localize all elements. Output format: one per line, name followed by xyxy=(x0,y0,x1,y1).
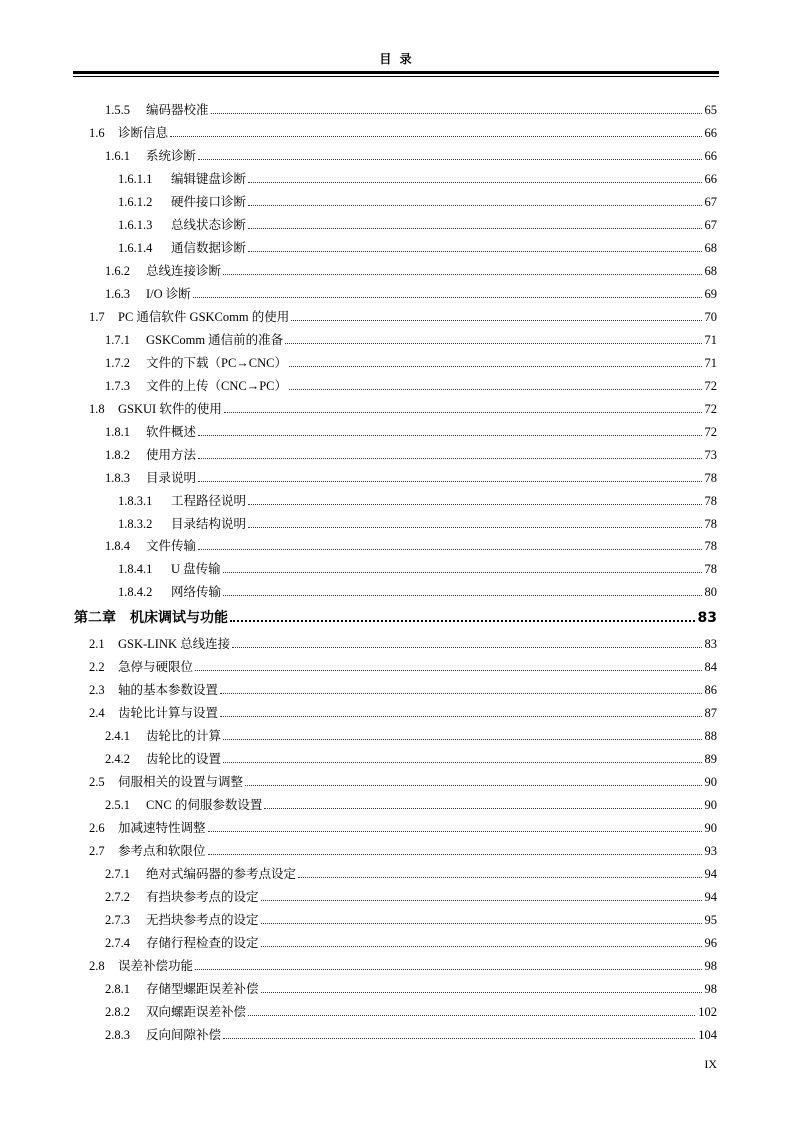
toc-entry-title: GSK-LINK 总线连接 xyxy=(118,637,231,651)
toc-entry-title: 反向间隙补偿 xyxy=(146,1028,222,1042)
toc-entry[interactable] xyxy=(0,304,793,324)
toc-entry-title: 工程路径说明 xyxy=(171,494,247,508)
toc-entry[interactable] xyxy=(0,700,793,720)
toc-entry-title: 参考点和软限位 xyxy=(118,844,206,858)
toc-entry[interactable] xyxy=(0,281,793,301)
toc-entry-page: 78 xyxy=(704,517,717,531)
toc-dot-leader xyxy=(289,366,702,367)
toc-entry[interactable] xyxy=(0,861,793,881)
toc-entry[interactable] xyxy=(0,976,793,996)
toc-entry-number: 1.8.3 xyxy=(105,471,130,485)
toc-entry-number: 1.6.1.4 xyxy=(118,241,153,255)
toc-entry[interactable] xyxy=(0,1022,793,1042)
toc-entry[interactable] xyxy=(0,97,793,117)
toc-entry[interactable] xyxy=(0,907,793,927)
toc-entry-number: 1.6.2 xyxy=(105,264,130,278)
toc-entry[interactable] xyxy=(0,930,793,950)
toc-entry-page: 65 xyxy=(704,103,717,117)
toc-entry-number: 1.7.3 xyxy=(105,379,130,393)
toc-entry-number: 2.6 xyxy=(89,821,105,835)
toc-entry[interactable] xyxy=(0,884,793,904)
toc-entry[interactable] xyxy=(0,792,793,812)
toc-entry[interactable] xyxy=(0,838,793,858)
toc-dot-leader xyxy=(261,923,702,924)
toc-entry-title: 使用方法 xyxy=(146,448,197,462)
toc-entry-page: 87 xyxy=(704,706,717,720)
toc-entry-number: 2.4.1 xyxy=(105,729,130,743)
toc-entry-number: 1.8.3.2 xyxy=(118,517,153,531)
toc-entry-page: 96 xyxy=(704,936,717,950)
toc-dot-leader xyxy=(198,435,701,436)
toc-entry-title: 轴的基本参数设置 xyxy=(118,683,219,697)
toc-entry-title: 存储型螺距误差补偿 xyxy=(146,982,259,996)
toc-entry-title: 存储行程检查的设定 xyxy=(146,936,259,950)
toc-entry-number: 1.5.5 xyxy=(105,103,130,117)
toc-dot-leader xyxy=(298,877,701,878)
toc-entry-title: GSKComm 通信前的准备 xyxy=(146,333,284,347)
toc-entry[interactable] xyxy=(0,556,793,576)
toc-dot-leader xyxy=(248,251,701,252)
page-header-title: 目 录 xyxy=(379,52,414,66)
toc-dot-leader xyxy=(264,808,701,809)
toc-entry-page: 80 xyxy=(704,585,717,599)
toc-dot-leader xyxy=(289,389,702,390)
toc-entry-number: 2.4 xyxy=(89,706,105,720)
toc-entry-page: 84 xyxy=(704,660,717,674)
toc-entry[interactable] xyxy=(0,654,793,674)
toc-entry-page: 68 xyxy=(704,241,717,255)
toc-entry-number: 1.7.1 xyxy=(105,333,130,347)
toc-entry-page: 78 xyxy=(704,562,717,576)
toc-entry-page: 94 xyxy=(704,890,717,904)
toc-entry[interactable] xyxy=(0,419,793,439)
toc-entry-page: 68 xyxy=(704,264,717,278)
toc-entry-number: 2.8.3 xyxy=(105,1028,130,1042)
toc-entry-title: 通信数据诊断 xyxy=(171,241,247,255)
toc-entry-title: 总线连接诊断 xyxy=(146,264,222,278)
toc-entry-number: 1.8.3.1 xyxy=(118,494,153,508)
toc-entry-number: 2.7.4 xyxy=(105,936,130,950)
toc-entry[interactable] xyxy=(0,579,793,599)
toc-entry-page: 98 xyxy=(704,959,717,973)
toc-entry[interactable] xyxy=(0,999,793,1019)
toc-entry[interactable] xyxy=(0,677,793,697)
toc-entry[interactable] xyxy=(0,442,793,462)
toc-entry-page: 69 xyxy=(704,287,717,301)
toc-entry-page: 89 xyxy=(704,752,717,766)
toc-entry-page: 71 xyxy=(704,333,717,347)
toc-dot-leader xyxy=(208,854,702,855)
toc-entry[interactable] xyxy=(0,396,793,416)
toc-entry-title: U 盘传输 xyxy=(171,562,221,576)
toc-entry-page: 71 xyxy=(704,356,717,370)
toc-entry-title: 机床调试与功能 xyxy=(130,610,228,626)
toc-entry-title: 文件的上传（CNC→PC） xyxy=(146,379,287,393)
toc-dot-leader xyxy=(220,716,701,717)
toc-entry-page: 83 xyxy=(697,610,717,626)
toc-entry-title: I/O 诊断 xyxy=(146,287,191,301)
toc-entry[interactable] xyxy=(0,488,793,508)
toc-entry[interactable] xyxy=(0,723,793,743)
toc-entry-page: 72 xyxy=(704,425,717,439)
toc-entry[interactable] xyxy=(0,631,793,651)
toc-entry-title: 总线状态诊断 xyxy=(171,218,247,232)
toc-entry-number: 2.7.3 xyxy=(105,913,130,927)
footer-page-number: IX xyxy=(704,1057,717,1071)
toc-entry-number: 1.8 xyxy=(89,402,105,416)
toc-entry[interactable] xyxy=(0,465,793,485)
toc-entry-title: 无挡块参考点的设定 xyxy=(146,913,259,927)
toc-entry-title: 双向螺距误差补偿 xyxy=(146,1005,247,1019)
toc-entry-title: 软件概述 xyxy=(146,425,197,439)
toc-entry-page: 88 xyxy=(704,729,717,743)
toc-entry-number: 2.7 xyxy=(89,844,105,858)
toc-entry-number: 2.7.1 xyxy=(105,867,130,881)
toc-entry[interactable] xyxy=(0,189,793,209)
toc-entry[interactable] xyxy=(0,212,793,232)
toc-entry-number: 1.6 xyxy=(89,126,105,140)
toc-dot-leader xyxy=(223,1038,695,1039)
toc-entry-title: 加减速特性调整 xyxy=(118,821,206,835)
toc-entry-page: 98 xyxy=(704,982,717,996)
toc-entry[interactable] xyxy=(0,143,793,163)
toc-entry-number: 2.2 xyxy=(89,660,105,674)
toc-dot-leader xyxy=(224,412,702,413)
toc-entry-number: 1.6.1.2 xyxy=(118,195,153,209)
toc-entry-title: 目录结构说明 xyxy=(171,517,247,531)
toc-entry[interactable] xyxy=(0,258,793,278)
toc-entry-number: 2.8 xyxy=(89,959,105,973)
toc-entry-page: 72 xyxy=(704,402,717,416)
toc-entry-title: 文件传输 xyxy=(146,539,197,553)
toc-entry[interactable] xyxy=(0,769,793,789)
toc-entry-page: 66 xyxy=(704,126,717,140)
toc-entry-title: 诊断信息 xyxy=(118,126,169,140)
toc-entry-page: 72 xyxy=(704,379,717,393)
toc-entry-number: 2.8.2 xyxy=(105,1005,130,1019)
toc-dot-leader xyxy=(245,785,701,786)
toc-entry-page: 93 xyxy=(704,844,717,858)
toc-entry-page: 66 xyxy=(704,172,717,186)
toc-entry-page: 66 xyxy=(704,149,717,163)
toc-dot-leader xyxy=(223,762,701,763)
toc-dot-leader xyxy=(223,739,701,740)
toc-dot-leader xyxy=(195,969,701,970)
toc-entry-page: 90 xyxy=(704,798,717,812)
toc-entry-number: 1.8.4.2 xyxy=(118,585,153,599)
toc-dot-leader xyxy=(195,670,701,671)
toc-entry-title: 目录说明 xyxy=(146,471,197,485)
toc-chapter-entry[interactable] xyxy=(0,603,793,625)
toc-entry-number: 2.1 xyxy=(89,637,105,651)
toc-entry-number: 2.7.2 xyxy=(105,890,130,904)
toc-entry-title: 硬件接口诊断 xyxy=(171,195,247,209)
toc-entry-title: 齿轮比计算与设置 xyxy=(118,706,219,720)
toc-entry-page: 102 xyxy=(698,1005,717,1019)
toc-entry-number: 1.6.1.1 xyxy=(118,172,153,186)
toc-entry[interactable] xyxy=(0,953,793,973)
toc-dot-leader xyxy=(248,205,701,206)
toc-entry-page: 78 xyxy=(704,494,717,508)
toc-entry[interactable] xyxy=(0,373,793,393)
toc-entry-title: CNC 的伺服参数设置 xyxy=(146,798,263,812)
toc-entry-page: 67 xyxy=(704,195,717,209)
toc-entry-number: 2.3 xyxy=(89,683,105,697)
toc-dot-leader xyxy=(261,946,702,947)
toc-entry-page: 67 xyxy=(704,218,717,232)
toc-entry-title: GSKUI 软件的使用 xyxy=(118,402,222,416)
toc-dot-leader xyxy=(208,831,702,832)
toc-entry[interactable] xyxy=(0,511,793,531)
toc-entry-title: 编码器校准 xyxy=(146,103,209,117)
toc-entry-title: 文件的下载（PC→CNC） xyxy=(146,356,287,370)
toc-entry-number: 1.6.3 xyxy=(105,287,130,301)
toc-entry-page: 78 xyxy=(704,471,717,485)
toc-dot-leader xyxy=(230,620,695,622)
toc-entry[interactable] xyxy=(0,120,793,140)
toc-entry-number: 1.8.4 xyxy=(105,539,130,553)
toc-entry-title: 系统诊断 xyxy=(146,149,197,163)
header-rule-thin xyxy=(73,76,719,77)
toc-entry-page: 78 xyxy=(704,539,717,553)
toc-dot-leader xyxy=(248,527,701,528)
toc-dot-leader xyxy=(198,159,701,160)
toc-entry[interactable] xyxy=(0,235,793,255)
toc-entry-number: 1.8.2 xyxy=(105,448,130,462)
toc-entry-title: 伺服相关的设置与调整 xyxy=(118,775,244,789)
toc-dot-leader xyxy=(248,1015,695,1016)
toc-dot-leader xyxy=(220,693,701,694)
toc-entry-title: PC 通信软件 GSKComm 的使用 xyxy=(118,310,290,324)
toc-dot-leader xyxy=(223,595,701,596)
toc-entry-number: 2.5.1 xyxy=(105,798,130,812)
toc-entry[interactable] xyxy=(0,327,793,347)
toc-dot-leader xyxy=(211,113,702,114)
toc-entry-title: 有挡块参考点的设定 xyxy=(146,890,259,904)
toc-entry-page: 70 xyxy=(704,310,717,324)
toc-dot-leader xyxy=(291,320,701,321)
toc-entry-page: 73 xyxy=(704,448,717,462)
toc-entry-number: 1.7 xyxy=(89,310,105,324)
toc-entry-page: 90 xyxy=(704,775,717,789)
toc-entry-page: 90 xyxy=(704,821,717,835)
toc-entry-number: 2.8.1 xyxy=(105,982,130,996)
toc-dot-leader xyxy=(261,992,702,993)
toc-entry-number: 1.6.1.3 xyxy=(118,218,153,232)
toc-entry-page: 86 xyxy=(704,683,717,697)
toc-entry-number: 1.8.1 xyxy=(105,425,130,439)
toc-entry-page: 94 xyxy=(704,867,717,881)
toc-entry-title: 齿轮比的计算 xyxy=(146,729,222,743)
toc-dot-leader xyxy=(248,504,701,505)
toc-dot-leader xyxy=(248,182,701,183)
toc-entry-title: 编辑键盘诊断 xyxy=(171,172,247,186)
toc-entry[interactable] xyxy=(0,815,793,835)
toc-entry[interactable] xyxy=(0,746,793,766)
toc-dot-leader xyxy=(223,572,702,573)
toc-dot-leader xyxy=(198,549,701,550)
toc-entry-number: 2.5 xyxy=(89,775,105,789)
toc-entry-title: 误差补偿功能 xyxy=(118,959,194,973)
toc-dot-leader xyxy=(198,481,701,482)
toc-entry-number: 1.8.4.1 xyxy=(118,562,153,576)
toc-dot-leader xyxy=(223,274,701,275)
toc-dot-leader xyxy=(170,136,701,137)
toc-dot-leader xyxy=(285,343,701,344)
toc-dot-leader xyxy=(232,647,701,648)
toc-dot-leader xyxy=(248,228,701,229)
toc-entry-title: 急停与硬限位 xyxy=(118,660,194,674)
toc-dot-leader xyxy=(261,900,702,901)
toc-entry-number: 1.7.2 xyxy=(105,356,130,370)
toc-entry-number: 1.6.1 xyxy=(105,149,130,163)
toc-entry[interactable] xyxy=(0,166,793,186)
toc-entry[interactable] xyxy=(0,350,793,370)
header-rule-thick xyxy=(73,71,719,74)
toc-entry-number: 2.4.2 xyxy=(105,752,130,766)
toc-dot-leader xyxy=(193,297,702,298)
toc-entry-page: 104 xyxy=(698,1028,717,1042)
toc-entry-page: 83 xyxy=(704,637,717,651)
toc-entry-title: 网络传输 xyxy=(171,585,222,599)
toc-entry-number: 第二章 xyxy=(74,610,116,626)
toc-entry[interactable] xyxy=(0,533,793,553)
toc-entry-title: 齿轮比的设置 xyxy=(146,752,222,766)
toc-dot-leader xyxy=(198,458,701,459)
toc-entry-page: 95 xyxy=(704,913,717,927)
toc-entry-title: 绝对式编码器的参考点设定 xyxy=(146,867,297,881)
